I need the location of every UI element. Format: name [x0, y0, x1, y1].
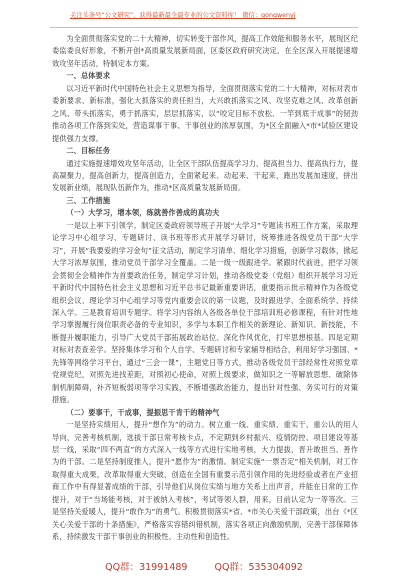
- header-banner[interactable]: 关注头条号“公文研究”，获得最新最全最专业的公文资料库！ 微信：gongwenyj: [70, 12, 296, 19]
- footer-contact: [0, 559, 408, 573]
- subsection-heading-1: （一）大学习，增本领，练就善作善成的真功夫: [66, 208, 220, 218]
- section-heading-3: 三、工作措施: [66, 195, 111, 205]
- footer-qq-group-2: QQ群：535304092: [214, 562, 303, 573]
- section-heading-1: 一、总体要求: [66, 71, 111, 81]
- subsection-heading-2: （二）要事干，干成事，提振思干肯干的精神气: [66, 407, 220, 417]
- section-heading-2: 二、目标任务: [66, 146, 111, 156]
- subsection-1-paragraph: 一是以上率下引领学。制定区委政府领导班子开展“大学习”专题读书班工作方案，采取理论学习中心组学习、专题研讨、读书班等形式开展学习研讨，统筹推进各级党员干部“大学习”，开展“我要爱的学习金句”征文活动，制定学习清单、细化学习措施，创新学习载体，掀起大学习浓厚氛围，推动党员干部学习全覆盖。二是一级一级跟进学。紧跟时代前进，把学习领会贯彻全会精神作为首要政治任务，制定学习计划，推动各级党委（党组）组织开展学习习近平新时代中国特色社会主义思想和习近平总书记最新重要讲话，重要指示批示精神作为各级党组织会议、理论学习中心组学习等党内重要会议的第一议题，及时跟进学、全面系统学、持续深入学。三是教育培训专题学。将学习内容纳入各级各单位干部培训班必修课程，有针对性地学习掌握履行岗位职责必备的专业知识，多学与本职工作相关的新理论、新知识、新技能，不断提升履职能力，引导广大党员干部拓展政治站位、深化作风优化，打牢思想根基。四是定期对标对表查差学。坚持集体学习和个人自学、专题研讨和专家辅导相结合，利用好学习强国、*先锋等网络学习平台，通过“三会一课”，主题党日等方式，推动各级党员干部经常性对照党章党规党纪，对照先进找差距，对照初心使命，对照上级要求，做知识之一等解放思想、破除体制机制障碍，补齐短板弱项等学习实践，不断增强政治能力，提出针对性强、务实可行的对策措施。: [52, 220, 358, 405]
- footer-qq-group-1: QQ群：31991489: [105, 562, 188, 573]
- header-divider: [50, 27, 358, 28]
- intro-paragraph: 为全面贯彻落实党的二十大精神，切实转变干部作风，提高工作效能和服务水平，展现区纪委监委良好形象，不断开创*高质量发展新局面，区委区政府研究决定，在全区深入开展提速增效攻坚年活动，特制定本方案。: [52, 34, 358, 68]
- section-1-paragraph: 以习近平新时代中国特色社会主义思想为指导，全面贯彻落实党的二十大精神，对标对表市委新要求、新标准，强化大抓落实的责任担当，大兴敢抓落实之风、攻坚克难之风、改革创新之风、带头抓落实，勇于抓落实，层层抓落实，以“咬定目标不放松、一竿到底干成事”的韧劲推动各项工作落到实处，营造谋事干事、干事创业的浓厚氛围，为*区全面融入*市*试验区建设提供强力支撑。: [52, 83, 358, 143]
- subsection-2-paragraph: 一是坚持实绩用人，提升“想作为”的动力。树立重一线、重实绩、重实干、重公认的用人导向，完善考核机制，选拔干部日常考核卡点，不定期到乡村振兴、疫情防控、项目建设等基层一线，采取“四不两直”的方式深入一线等方式进行实地考核，大力提拔，晋升敢担当、善作为的干部。二是坚持制度推人，提升“愿作为”的激情。制定实施“一票否定”相关机制，对工作取得重大成果，改革取得重大突破，创造在全国有重要示范引领作用的先进经验或者在产业招商工作中有得显著成绩的干部，引导他们从岗位实绩与地方关系上出声音，并能在日常的工作提升，对于“当场能考核，对于被纳入考核”，考试等领人群，用来，目前认定为一等等次。三是坚持关爱暖人，提升“敢作为”的勇气。积极贯彻落实*省、*市关心关爱干部政策，出台《*区关心关爱干部的十条措施》，严格落实容错纠错机制，落实各项正向激励机制，完善干部保障体系，持续激发干部干事创业的积极性、主动性和创造性。: [52, 420, 358, 542]
- section-2-paragraph: 通过实施提速增效攻坚年活动，让全区干部队伍提高学习力、提高担当力、提高执行力，提高凝聚力，提高创新力，提高创造力，全面紧起来、动起来、干起来，跑出发展加速度，拼出发展新业绩，展现队伍新作为，推动*区高质量发展新局面。: [52, 158, 358, 193]
- document-body: [52, 33, 358, 554]
